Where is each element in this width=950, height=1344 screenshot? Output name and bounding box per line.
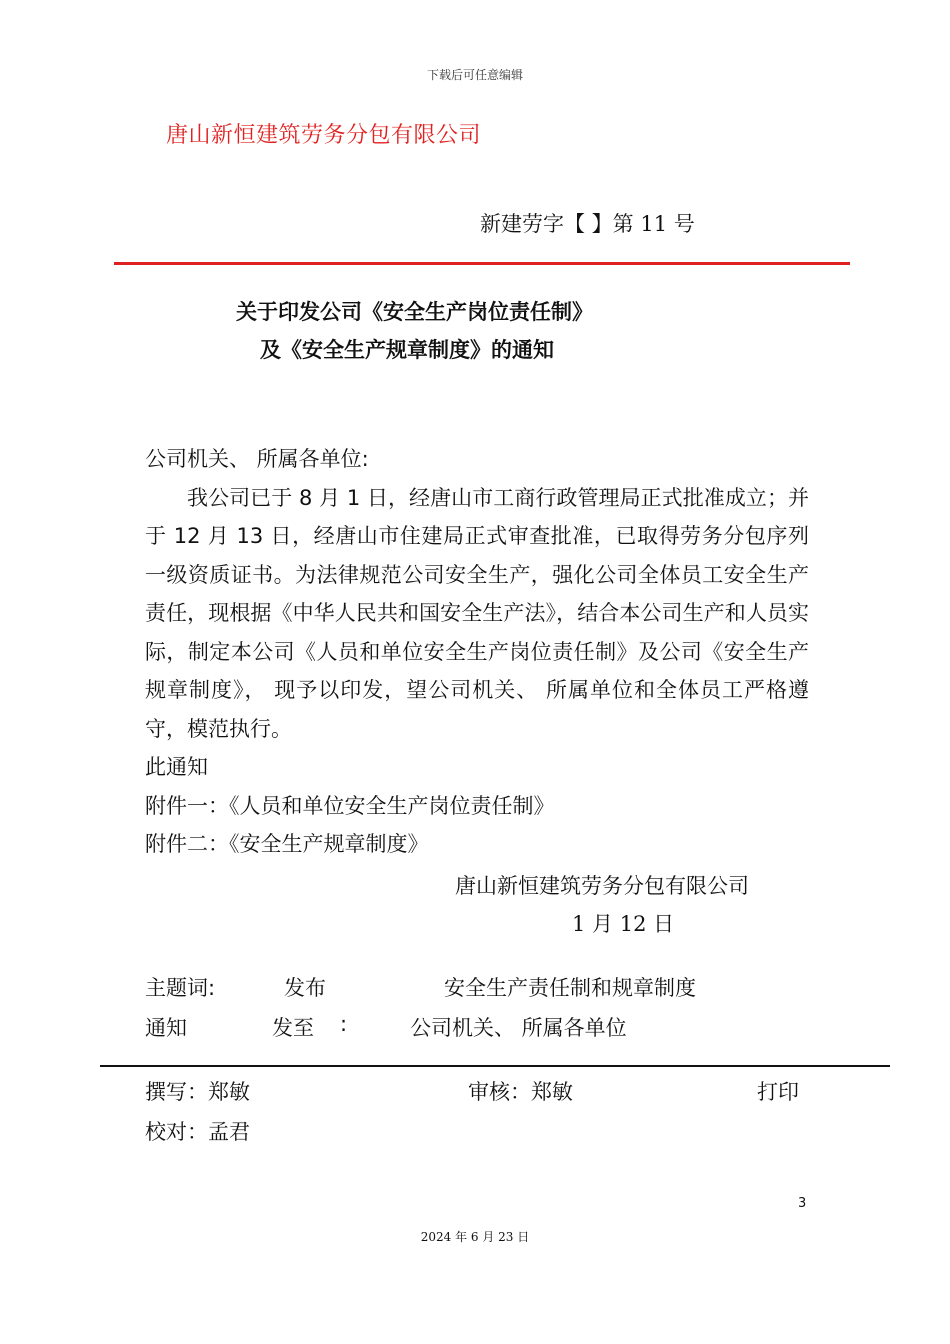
document-number: 新建劳字【 】第 11 号 (480, 212, 695, 236)
distribution-recipients: 公司机关、 所属各单位 (410, 1016, 627, 1040)
distribution-label: 通知 (145, 1016, 187, 1040)
signature-company: 唐山新恒建筑劳务分包有限公司 (455, 874, 749, 898)
keywords-label: 主题词: (145, 976, 216, 1000)
keyword-publish: 发布 (284, 976, 326, 1000)
black-divider (100, 1065, 890, 1067)
title-line-1: 关于印发公司《安全生产岗位责任制》 (236, 300, 593, 324)
writer: 撰写：郑敏 (145, 1080, 250, 1104)
distribution-colon: : (340, 1012, 348, 1036)
signature-date: 1 月 12 日 (572, 912, 675, 936)
page-number: 3 (798, 1196, 807, 1211)
company-letterhead: 唐山新恒建筑劳务分包有限公司 (166, 123, 482, 148)
attachment-2: 附件二：《安全生产规章制度》 (145, 832, 429, 856)
footer-date: 2024 年 6 月 23 日 (420, 1230, 530, 1244)
body-text-block (145, 440, 809, 864)
keyword-topic: 安全生产责任制和规章制度 (444, 976, 696, 1000)
red-divider (114, 262, 850, 265)
proofreader: 校对：孟君 (145, 1120, 250, 1144)
closing-line: 此通知 (145, 755, 208, 779)
distribution-send-to: 发至 (272, 1016, 314, 1040)
reviewer: 审核：郑敏 (468, 1080, 573, 1104)
print-label: 打印 (757, 1080, 799, 1104)
header-note: 下载后可任意编辑 (426, 68, 523, 82)
title-line-2: 及《安全生产规章制度》的通知 (260, 338, 554, 362)
attachment-1: 附件一：《人员和单位安全生产岗位责任制》 (145, 793, 555, 818)
body-paragraph: 我公司已于 8 月 1 日，经唐山市工商行政管理局正式批准成立；并于 12 月 13 日，经唐山市住建局正式审查批准，已取得劳务分包序列一级资质证书。为法律规范公司安全生产，强化公司全体员工安全生产责任，现根据《中华人民共和国安全生产法》，结合本公司生产和人员实际，制定本公司《人员和单位安全生产岗位责任制》及公司《安全生产规章制度》， 现予以印发，望公司机关、 所属单位和全体员工严格遵守，模范执行。 (145, 485, 809, 741)
salutation: 公司机关、 所属各单位: (145, 447, 369, 471)
